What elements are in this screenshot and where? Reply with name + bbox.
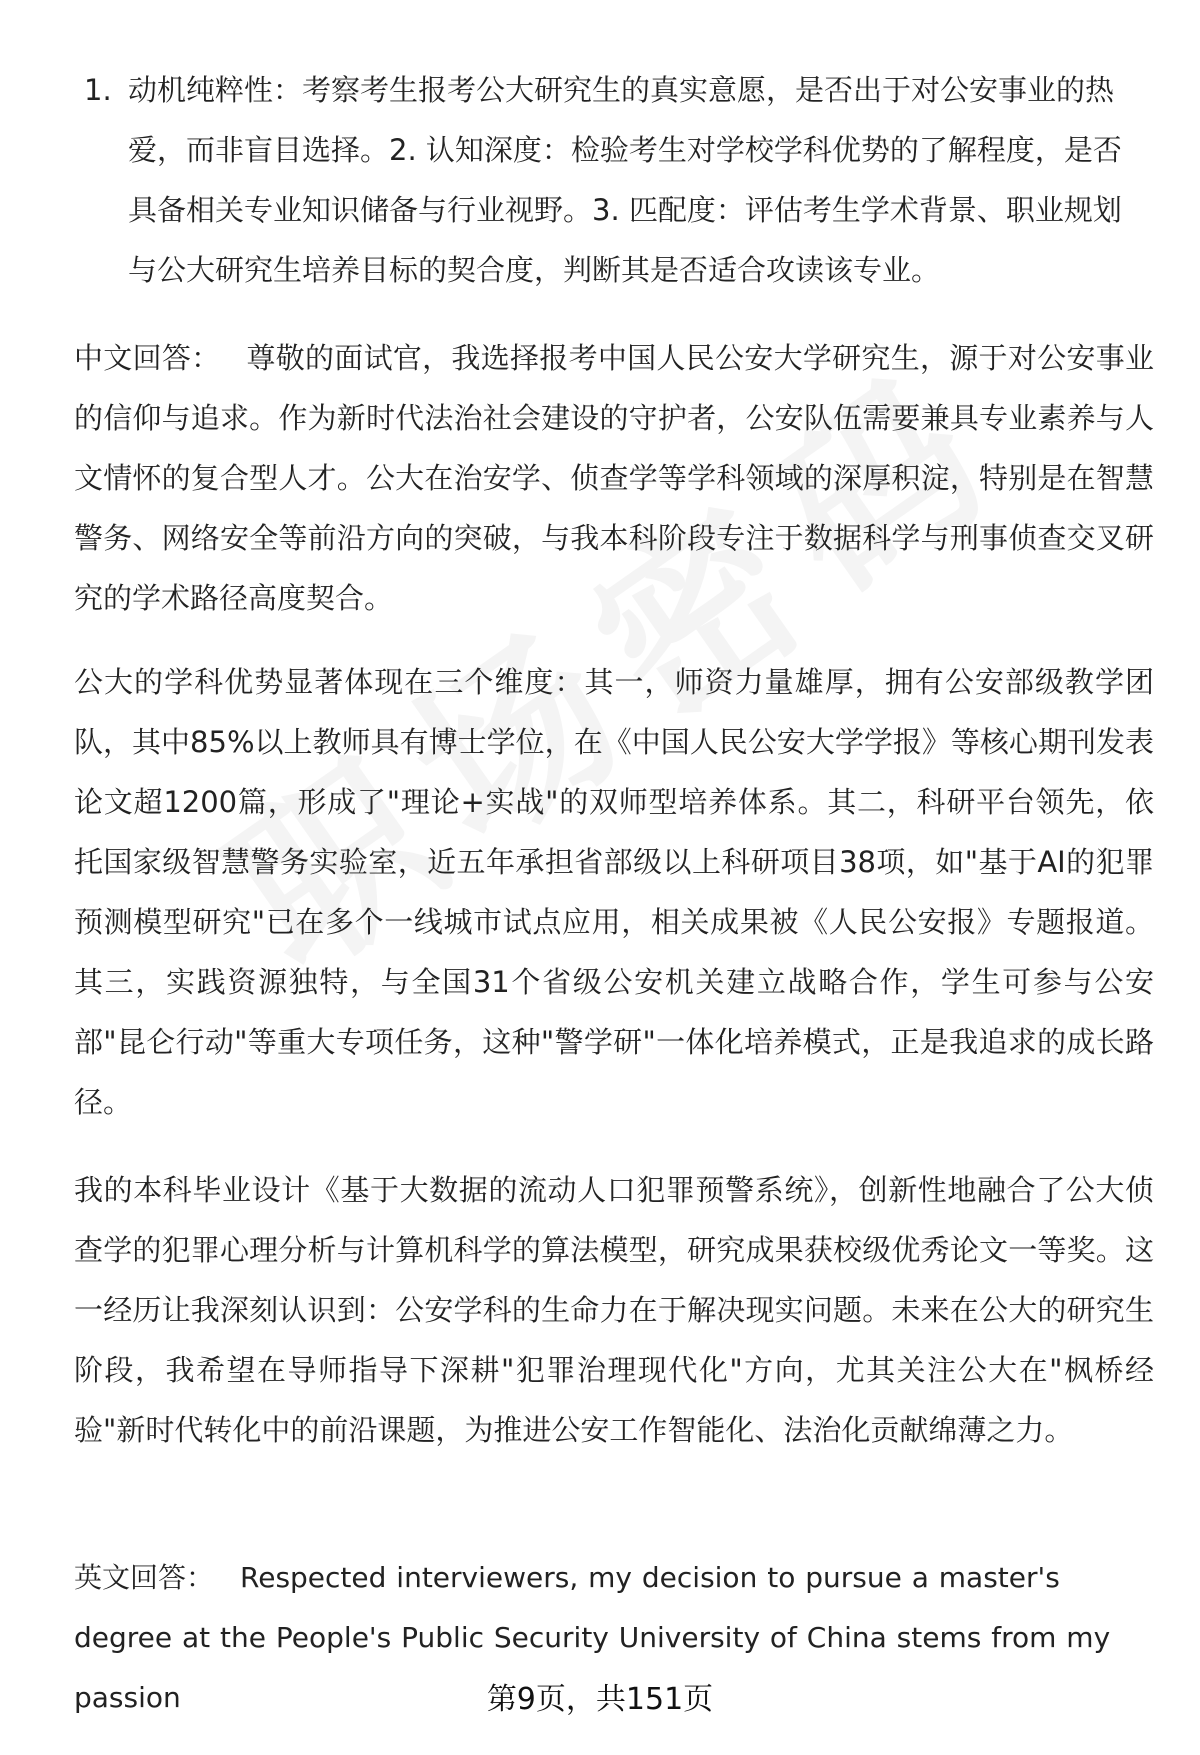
english-answer-text: Respected interviewers, my decision to pursue a master's degree at the People's Public Security University of China stems from my passion: [74, 1561, 1111, 1714]
list-number: 1.: [84, 73, 112, 107]
paragraph-text: 公大的学科优势显著体现在三个维度：其一，师资力量雄厚，拥有公安部级教学团队，其中85%以上教师具有博士学位，在《中国人民公安大学学报》等核心期刊发表论文超1200篇，形成了"理论+实战"的双师型培养体系。其二，科研平台领先，依托国家级智慧警务实验室，近五年承担省部级以上科研项目38项，如"基于AI的犯罪预测模型研究"已在多个一线城市试点应用，相关成果被《人民公安报》专题报道。其三，实践资源独特，与全国31个省级公安机关建立战略合作，学生可参与公安部"昆仑行动"等重大专项任务，这种"警学研"一体化培养模式，正是我追求的成长路径。: [74, 665, 1154, 1119]
english-answer-label: 英文回答：: [74, 1561, 215, 1594]
paragraph-text: 尊敬的面试官，我选择报考中国人民公安大学研究生，源于对公安事业的信仰与追求。作为新时代法治社会建设的守护者，公安队伍需要兼具专业素养与人文情怀的复合型人才。公大在治安学、侦查学等学科领域的深厚积淀，特别是在智慧警务、网络安全等前沿方向的突破，与我本科阶段专注于数据科学与刑事侦查交叉研究的学术路径高度契合。: [74, 341, 1154, 615]
chinese-answer-paragraph-3: [74, 1160, 1154, 1460]
paragraph-text: 我的本科毕业设计《基于大数据的流动人口犯罪预警系统》，创新性地融合了公大侦查学的犯罪心理分析与计算机科学的算法模型，研究成果获校级优秀论文一等奖。这一经历让我深刻认识到：公安学科的生命力在于解决现实问题。未来在公大的研究生阶段，我希望在导师指导下深耕"犯罪治理现代化"方向，尤其关注公大在"枫桥经验"新时代转化中的前沿课题，为推进公安工作智能化、法治化贡献绵薄之力。: [74, 1173, 1154, 1447]
chinese-answer-paragraph-2: [74, 652, 1154, 1132]
chinese-answer-label: 中文回答：: [74, 341, 221, 375]
list-item-text: 动机纯粹性：考察考生报考公大研究生的真实意愿，是否出于对公安事业的热爱，而非盲目选择。2. 认知深度：检验考生对学校学科优势的了解程度，是否具备相关专业知识储备与行业视野。3. 匹配度：评估考生学术背景、职业规划与公大研究生培养目标的契合度，判断其是否适合攻读该专业。: [128, 73, 1122, 287]
chinese-answer-paragraph-1: [74, 328, 1154, 628]
page-number-footer: 第9页，共151页: [486, 1682, 714, 1717]
criteria-list-item: [84, 60, 1144, 300]
